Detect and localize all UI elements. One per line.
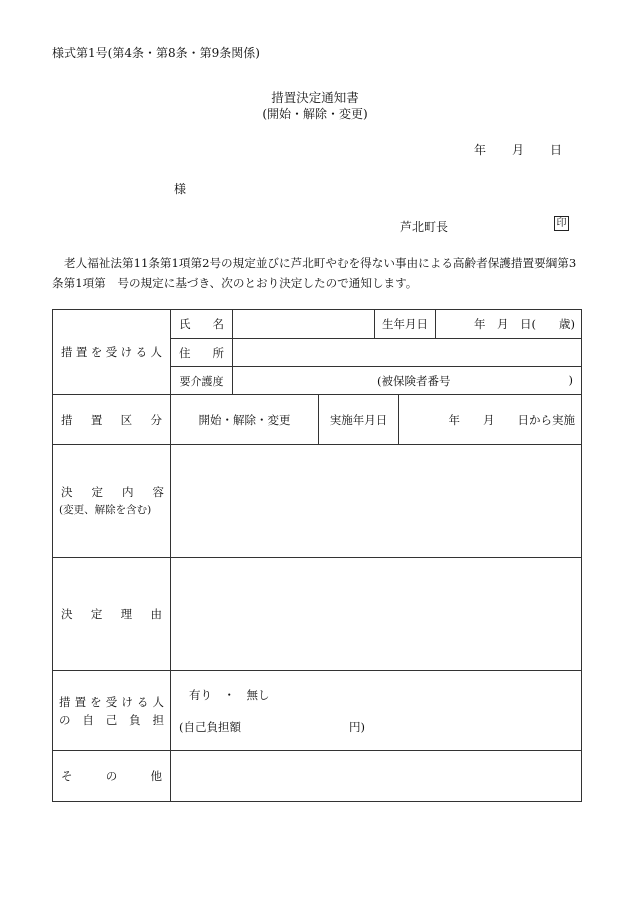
other-label: その他 bbox=[53, 751, 171, 802]
seal-mark: 印 bbox=[554, 216, 569, 231]
date-year: 年 bbox=[474, 143, 487, 157]
decision-table bbox=[52, 309, 582, 802]
issuer-name: 芦北町長 bbox=[400, 220, 449, 234]
care-level-label: 要介護度 bbox=[171, 367, 233, 395]
burden-choice[interactable]: 有り ・ 無し bbox=[189, 687, 270, 702]
address-label: 住 所 bbox=[171, 339, 233, 367]
address-field[interactable] bbox=[233, 339, 582, 367]
birth-cell bbox=[375, 310, 582, 339]
burden-label-cell bbox=[53, 671, 171, 751]
decision-reason-label: 決定理由 bbox=[53, 558, 171, 671]
burden-field[interactable] bbox=[171, 671, 582, 751]
implementation-date-value[interactable]: 年 月 日から実施 bbox=[399, 395, 582, 445]
name-label: 氏 名 bbox=[171, 310, 233, 339]
decision-reason-field[interactable] bbox=[171, 558, 582, 671]
document-subtitle: (開始・解除・変更) bbox=[262, 107, 368, 121]
burden-amount-unit: 円) bbox=[349, 719, 365, 734]
burden-label-line2: の自己負担 bbox=[59, 712, 164, 727]
notice-body-text: 老人福祉法第11条第1項第2号の規定並びに芦北町やむを得ない事由による高齢者保護措置要綱第3条第1項第 号の規定に基づき、次のとおり決定したので通知します。 bbox=[52, 256, 577, 290]
category-label: 措置区分 bbox=[53, 395, 171, 445]
recipient-label: 措置を受ける人 bbox=[53, 310, 171, 395]
category-value[interactable]: 開始・解除・変更 bbox=[171, 395, 319, 445]
decision-content-label: 決定内容 bbox=[61, 485, 164, 499]
date-day: 日 bbox=[550, 143, 563, 157]
addressee: 様 bbox=[174, 182, 187, 196]
burden-label-line1: 措置を受ける人 bbox=[59, 694, 164, 709]
birth-value[interactable]: 年 月 日( 歳) bbox=[474, 317, 576, 331]
burden-amount-label: (自己負担額 bbox=[179, 719, 241, 734]
care-level-field[interactable] bbox=[233, 367, 582, 395]
decision-content-label-cell bbox=[53, 445, 171, 558]
document-title: 措置決定通知書 bbox=[271, 90, 359, 105]
insured-number-close: ) bbox=[568, 372, 574, 387]
insured-number-label: (被保険者番号 bbox=[377, 373, 451, 388]
date-month: 月 bbox=[512, 143, 525, 157]
other-field[interactable] bbox=[171, 751, 582, 802]
name-field[interactable] bbox=[233, 310, 375, 339]
form-number: 様式第1号(第4条・第8条・第9条関係) bbox=[52, 46, 260, 60]
decision-content-field[interactable] bbox=[171, 445, 582, 558]
implementation-date-label: 実施年月日 bbox=[319, 395, 399, 445]
date-line bbox=[474, 141, 588, 158]
birth-label: 生年月日 bbox=[375, 310, 436, 338]
decision-content-sub: (変更、解除を含む) bbox=[59, 504, 152, 516]
